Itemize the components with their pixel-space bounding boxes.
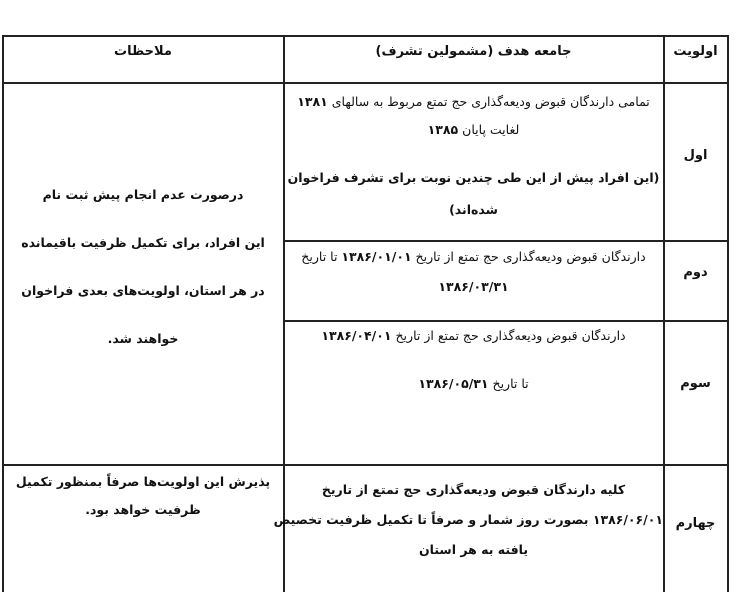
text-line	[284, 272, 663, 302]
text-segment: شده‌اند)	[449, 202, 498, 217]
row-divider	[2, 464, 729, 466]
text-line	[284, 242, 663, 272]
target-cell	[273, 475, 663, 565]
text-line	[3, 171, 283, 219]
header-priority: اولویت	[673, 44, 718, 59]
text-segment: لغایت پایان	[458, 122, 520, 137]
text-segment: خواهند شد.	[107, 331, 179, 346]
priority-label: چهارم	[675, 516, 716, 531]
text-segment: تا تاریخ	[301, 249, 342, 264]
text-segment: ۱۳۸۶/۰۵/۳۱	[418, 376, 489, 391]
text-segment: ۱۳۸۱	[297, 94, 328, 109]
text-segment: ۱۳۸۶/۰۶/۰۱ بصورت روز شمار و صرفاً تا تکمیل ظرفیت تخصیص	[273, 512, 663, 527]
text-segment: در هر استان، اولویت‌های بعدی فراخوان	[21, 283, 265, 298]
notes-cell	[3, 468, 283, 524]
text-line	[284, 535, 663, 565]
text-line	[284, 164, 663, 192]
text-line	[3, 219, 283, 267]
text-segment: تمامی دارندگان قبوض ودیعه‌گذاری حج تمتع مربوط به سالهای	[327, 94, 650, 109]
text-line	[273, 505, 663, 535]
text-line	[284, 88, 663, 116]
text-segment: پذیرش این اولویت‌ها صرفاً بمنظور تکمیل	[15, 474, 271, 489]
text-segment: (این افراد پیش از این طی چندین نوبت برای تشرف فراخوان	[287, 170, 660, 185]
notes-cell	[3, 171, 283, 363]
target-cell	[284, 88, 663, 228]
text-segment: کلیه دارندگان قبوض ودیعه‌گذاری حج تمتع از تاریخ	[321, 482, 626, 497]
text-line	[284, 475, 663, 505]
text-segment: ظرفیت خواهد بود.	[85, 502, 201, 517]
text-line	[284, 321, 663, 351]
header-target: جامعه هدف (مشمولین تشرف)	[375, 44, 572, 59]
text-segment: درصورت عدم انجام پیش ثبت نام	[42, 187, 244, 202]
text-line	[3, 496, 283, 524]
text-segment: دارندگان قبوض ودیعه‌گذاری حج تمتع از تاریخ	[411, 249, 646, 264]
text-segment: ۱۳۸۵	[427, 122, 459, 137]
text-line	[284, 192, 663, 228]
text-line	[3, 267, 283, 315]
text-segment: این افراد، برای تکمیل ظرفیت باقیمانده	[21, 235, 265, 250]
text-segment: ۱۳۸۶/۰۴/۰۱	[321, 328, 392, 343]
target-cell	[284, 242, 663, 302]
priority-label: اول	[683, 148, 708, 163]
text-line	[284, 116, 663, 144]
text-line	[3, 315, 283, 363]
text-segment: یافته به هر استان	[418, 542, 529, 557]
text-line	[3, 468, 283, 496]
priority-label: دوم	[683, 265, 708, 280]
column-divider	[663, 35, 665, 592]
text-segment: دارندگان قبوض ودیعه‌گذاری حج تمتع از تاریخ	[391, 328, 626, 343]
header-notes: ملاحظات	[114, 44, 172, 59]
target-cell	[284, 321, 663, 399]
priority-label: سوم	[680, 376, 711, 391]
text-segment: ۱۳۸۶/۰۱/۰۱	[341, 249, 412, 264]
table-border-right	[727, 35, 729, 592]
text-segment: ۱۳۸۶/۰۳/۳۱	[438, 279, 509, 294]
text-segment: تا تاریخ	[488, 376, 529, 391]
text-line	[284, 369, 663, 399]
